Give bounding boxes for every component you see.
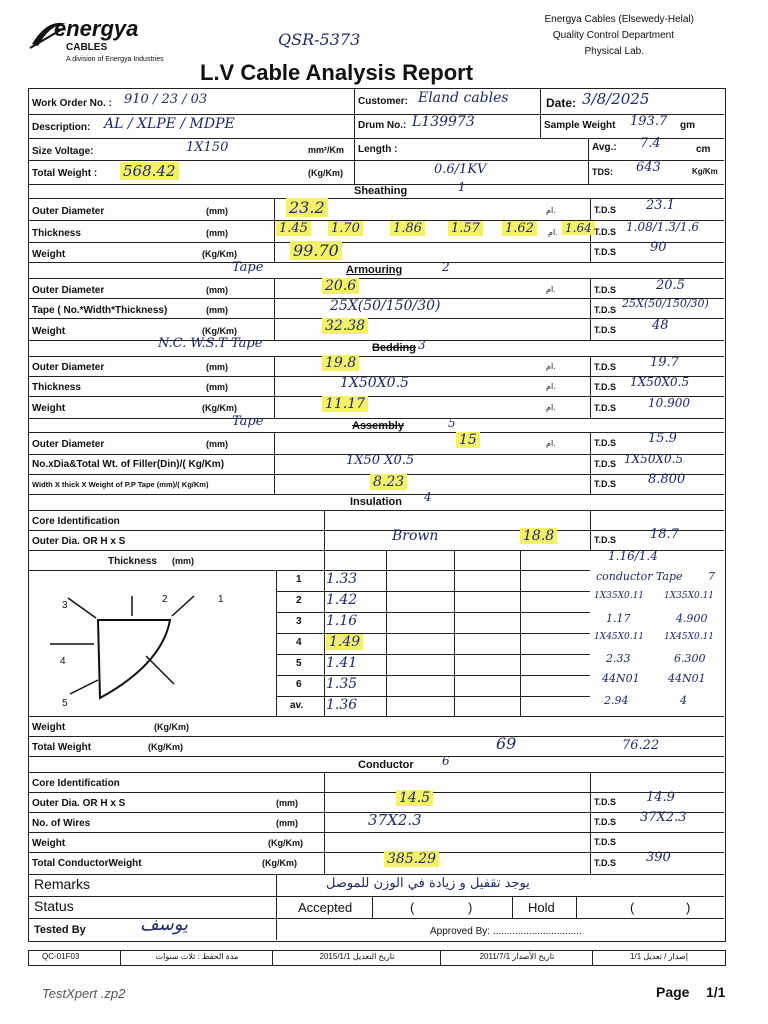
bedding-number: 3 — [418, 338, 426, 352]
sheath-wt-tds-value: 90 — [650, 240, 667, 255]
cond-total-label: Total ConductorWeight — [32, 858, 142, 869]
total-weight-value: 568.42 — [120, 162, 179, 180]
asm-pp-tds: T.D.S — [594, 479, 617, 489]
sheath-thk-v3: 1.86 — [390, 221, 425, 236]
side-note-13: 4 — [680, 694, 687, 707]
ins-thickness-point-value: 1.33 — [326, 571, 358, 587]
sheathing-number: 1 — [458, 180, 466, 194]
asm-filler-label: No.xDia&Total Wt. of Filler(Din)/( Kg/Km) — [32, 459, 225, 470]
asm-od-value: 15 — [456, 432, 480, 448]
sample-weight-label: Sample Weight — [544, 120, 616, 131]
sheath-wt-tds: T.D.S — [594, 247, 617, 257]
arm-tape-unit: (mm) — [206, 305, 228, 315]
sheath-od-label: Outer Diameter — [32, 206, 105, 217]
assembly-title: Assembly — [352, 420, 404, 432]
bed-wt-value: 11.17 — [322, 396, 368, 412]
tds-unit: Kg/Km — [692, 167, 718, 176]
asm-od-label: Outer Diameter — [32, 439, 105, 450]
conductor-number: 6 — [442, 754, 450, 768]
ins-outer-dia-color: Brown — [392, 528, 439, 544]
form-retention: مدة الحفظ : ثلاث سنوات — [155, 952, 239, 961]
sheath-thk-av: ام. — [548, 228, 558, 237]
asm-filler-value: 1X50 X0.5 — [346, 453, 415, 468]
side-note-0: 1.16/1.4 — [608, 549, 658, 563]
arm-od-label: Outer Diameter — [32, 285, 105, 296]
sheath-thk-tds-value: 1.08/1.3/1.6 — [626, 220, 699, 234]
ins-thickness-point-number: 2 — [296, 595, 302, 606]
description-label: Description: — [32, 122, 91, 133]
armouring-note: Tape — [232, 260, 264, 275]
bed-od-av: ام. — [546, 362, 556, 371]
tested-by-signature: يوسف — [140, 914, 189, 935]
ins-thickness-row-line — [276, 675, 590, 676]
side-note-number: 7 — [708, 570, 715, 583]
arm-tape-tds-value: 25X(50/150/30) — [622, 297, 709, 310]
drum-value: L139973 — [412, 114, 475, 130]
cond-od-tds-value: 14.9 — [646, 790, 675, 805]
ins-thickness-row-line — [276, 633, 590, 634]
asm-pp-value: 8.23 — [370, 474, 407, 490]
ins-total-weight-label: Total Weight — [32, 742, 92, 753]
cond-total-value: 385.29 — [384, 851, 439, 867]
total-weight-unit: (Kg/Km) — [308, 168, 343, 178]
sheath-wt-unit: (Kg/Km) — [202, 249, 237, 259]
sheath-thk-tds: T.D.S — [594, 227, 617, 237]
ins-thickness-row-line — [276, 570, 590, 571]
cond-wires-value: 37X2.3 — [368, 811, 422, 829]
diagram-label-5: 5 — [62, 698, 68, 709]
ins-thickness-point-number: av. — [290, 700, 304, 711]
dept-line-1: Energya Cables (Elsewedy-Helal) — [544, 14, 694, 25]
asm-od-tds-value: 15.9 — [648, 431, 677, 446]
ins-thickness-row-line — [276, 654, 590, 655]
cond-wires-unit: (mm) — [276, 818, 298, 828]
bed-od-value: 19.8 — [322, 355, 359, 371]
bed-thk-tds: T.D.S — [594, 382, 617, 392]
sheath-thk-v1: 1.45 — [276, 221, 311, 236]
hold-paren-close: ) — [686, 900, 691, 915]
ins-weight-unit: (Kg/Km) — [154, 722, 189, 732]
hold-label: Hold — [528, 900, 555, 915]
bed-wt-tds-value: 10.900 — [648, 396, 690, 410]
tds-label: TDS: — [592, 167, 613, 177]
date-value: 3/8/2025 — [582, 90, 650, 108]
bedding-note: N.C. W.S.T Tape — [158, 336, 263, 351]
form-revision-date: 2015/1/1 تاريخ التعديل — [319, 952, 395, 961]
bed-thk-tds-value: 1X50X0.5 — [630, 375, 690, 389]
conductor-title: Conductor — [358, 759, 414, 771]
arm-wt-tds: T.D.S — [594, 325, 617, 335]
avg-unit: cm — [696, 144, 711, 155]
handwritten-ref: QSR-5373 — [278, 30, 361, 49]
customer-label: Customer: — [358, 96, 409, 107]
work-order-label: Work Order No. : — [32, 98, 112, 109]
ins-thickness-row-line — [276, 612, 590, 613]
cond-total-tds-value: 390 — [646, 850, 671, 865]
sample-weight-unit: gm — [680, 120, 695, 131]
size-unit: mm²/Km — [308, 145, 345, 155]
form-code: QC-01F03 — [42, 952, 80, 961]
logo-tagline: A division of Energya Industries — [66, 56, 164, 63]
sheath-wt-value: 99.70 — [290, 241, 342, 260]
ins-thickness-point-value: 1.35 — [326, 676, 358, 692]
hold-paren-open: ( — [630, 900, 635, 915]
arm-od-tds: T.D.S — [594, 285, 617, 295]
ins-thickness-unit: (mm) — [172, 556, 194, 566]
ins-tds-value: 18.7 — [650, 527, 679, 542]
logo-name: energya — [54, 16, 139, 41]
customer-value: Eland cables — [418, 90, 509, 106]
description-value: AL / XLPE / MDPE — [104, 116, 235, 132]
side-note-1: conductor Tape — [596, 570, 683, 583]
sheath-thk-v2: 1.70 — [328, 221, 363, 236]
cond-wires-tds-value: 37X2.3 — [640, 810, 687, 825]
diagram-label-4: 4 — [60, 656, 66, 667]
bed-wt-unit: (Kg/Km) — [202, 403, 237, 413]
arm-tape-label: Tape ( No.*Width*Thickness) — [32, 305, 168, 316]
page-title: L.V Cable Analysis Report — [200, 60, 474, 85]
size-voltage-value: 1X150 — [186, 140, 229, 155]
arm-od-value: 20.6 — [322, 278, 359, 294]
armouring-title: Armouring — [346, 264, 403, 276]
sheath-thk-unit: (mm) — [206, 228, 228, 238]
sheathing-title: Sheathing — [354, 185, 408, 197]
avg-label: Avg.: — [592, 142, 617, 153]
remarks-label: Remarks — [34, 876, 91, 892]
cond-weight-tds: T.D.S — [594, 837, 617, 847]
form-issue-rev: 1/1 إصدار / تعديل — [630, 952, 688, 961]
ins-thickness-point-number: 4 — [296, 637, 302, 648]
bed-thk-av: ام. — [546, 382, 556, 391]
asm-filler-tds: T.D.S — [594, 459, 617, 469]
cond-core-id-label: Core Identification — [32, 778, 120, 789]
side-note-11: 44N01 — [668, 672, 706, 685]
side-note-8: 2.33 — [606, 652, 631, 665]
ins-thickness-point-number: 1 — [296, 574, 302, 585]
arm-od-unit: (mm) — [206, 285, 228, 295]
assembly-number: 5 — [448, 416, 456, 430]
sheath-od-tds-value: 23.1 — [646, 198, 675, 213]
dept-line-2: Quality Control Department — [552, 30, 674, 41]
arm-wt-unit: (Kg/Km) — [202, 326, 237, 336]
arm-od-av: ام. — [546, 285, 556, 294]
sheath-od-tds: T.D.S — [594, 205, 617, 215]
side-note-6: 1X45X0.11 — [594, 632, 645, 642]
bed-wt-av: ام. — [546, 403, 556, 412]
insulation-number: 4 — [424, 490, 432, 504]
arm-tape-value: 25X(50/150/30) — [330, 298, 441, 314]
ins-thickness-point-number: 6 — [296, 679, 302, 690]
arm-wt-value: 32.38 — [322, 318, 368, 334]
cond-od-label: Outer Dia. OR H x S — [32, 798, 126, 809]
status-label: Status — [34, 898, 74, 914]
ins-outer-dia-label: Outer Dia. OR H x S — [32, 536, 126, 547]
asm-pp-tds-value: 8.800 — [648, 472, 686, 487]
ins-total-weight-tds: 76.22 — [622, 738, 660, 753]
cond-od-tds: T.D.S — [594, 797, 617, 807]
side-note-12: 2.94 — [604, 694, 629, 707]
voltage-value: 0.6/1KV — [434, 162, 487, 177]
sample-weight-value: 193.7 — [630, 114, 668, 129]
remarks-value: يوجد تقفيل و زيادة في الوزن للموصل — [326, 876, 530, 891]
sheath-wt-label: Weight — [32, 249, 66, 260]
bed-od-label: Outer Diameter — [32, 362, 105, 373]
insulation-title: Insulation — [350, 496, 402, 508]
work-order-value: 910 / 23 / 03 — [124, 92, 208, 107]
ins-weight-label: Weight — [32, 722, 66, 733]
cond-weight-label: Weight — [32, 838, 66, 849]
asm-od-av: ام. — [546, 439, 556, 448]
ins-total-weight-value: 69 — [496, 734, 517, 753]
arm-tape-tds: T.D.S — [594, 305, 617, 315]
cond-od-value: 14.5 — [396, 790, 433, 806]
ins-total-weight-unit: (Kg/Km) — [148, 742, 183, 752]
bed-thk-unit: (mm) — [206, 382, 228, 392]
bed-od-tds: T.D.S — [594, 362, 617, 372]
ins-thickness-point-value: 1.16 — [326, 613, 358, 629]
ins-core-id-label: Core Identification — [32, 516, 120, 527]
sheath-thk-v5: 1.62 — [502, 221, 537, 236]
tested-by-label: Tested By — [34, 924, 86, 936]
date-label: Date: — [546, 96, 577, 110]
asm-pp-label: Width X thick X Weight of P.P Tape (mm)/( Kg/Km) — [32, 480, 209, 489]
sheath-od-value: 23.2 — [286, 198, 328, 217]
total-weight-label: Total Weight : — [32, 168, 98, 179]
tds-value: 643 — [636, 160, 661, 175]
side-note-10: 44N01 — [602, 672, 640, 685]
bed-thk-value: 1X50X0.5 — [340, 375, 409, 391]
ins-thickness-point-value: 1.49 — [326, 634, 363, 650]
arm-wt-tds-value: 48 — [652, 318, 669, 333]
ins-thickness-label: Thickness — [108, 556, 157, 567]
size-voltage-label: Size Voltage: — [32, 146, 94, 157]
department-block — [480, 12, 730, 60]
diagram-label-3: 3 — [62, 600, 68, 611]
logo-cables: CABLES — [66, 42, 108, 53]
cond-od-unit: (mm) — [276, 798, 298, 808]
accepted-label: Accepted — [298, 900, 353, 915]
arm-od-tds-value: 20.5 — [656, 278, 685, 293]
form-issue-date: 2011/7/1 تاريخ الأصدار — [479, 952, 555, 961]
company-logo — [28, 12, 188, 68]
ins-thickness-row-line — [276, 696, 590, 697]
arm-wt-label: Weight — [32, 326, 66, 337]
sheath-od-unit: (mm) — [206, 206, 228, 216]
sheath-thk-av-value: 1.64 — [562, 221, 595, 235]
asm-filler-tds-value: 1X50X0.5 — [624, 452, 684, 466]
side-note-4: 1.17 — [606, 612, 631, 625]
cond-total-unit: (Kg/Km) — [262, 858, 297, 868]
side-note-7: 1X45X0.11 — [664, 632, 715, 642]
bed-od-tds-value: 19.7 — [650, 355, 679, 370]
length-label: Length : — [358, 144, 398, 155]
page-label: Page — [656, 984, 690, 1000]
cond-wires-tds: T.D.S — [594, 817, 617, 827]
approved-by-label: Approved By: ................................ — [430, 926, 582, 937]
accepted-paren-open: ( — [410, 900, 415, 915]
bed-od-unit: (mm) — [206, 362, 228, 372]
insulation-cross-section-diagram — [40, 584, 240, 714]
cond-wires-label: No. of Wires — [32, 818, 91, 829]
ins-outer-dia-value: 18.8 — [520, 528, 557, 544]
ins-tds: T.D.S — [594, 535, 617, 545]
bedding-title: Bedding — [372, 342, 416, 354]
ins-thickness-point-number: 3 — [296, 616, 302, 627]
cond-weight-unit: (Kg/Km) — [268, 838, 303, 848]
bed-thk-label: Thickness — [32, 382, 81, 393]
bed-wt-tds: T.D.S — [594, 403, 617, 413]
drum-label: Drum No.: — [358, 120, 407, 131]
side-note-2: 1X35X0.11 — [594, 591, 645, 601]
asm-od-tds: T.D.S — [594, 438, 617, 448]
accepted-paren-close: ) — [468, 900, 473, 915]
dept-line-3: Physical Lab. — [584, 46, 644, 57]
side-note-5: 4.900 — [676, 612, 708, 625]
side-note-3: 1X35X0.11 — [664, 591, 715, 601]
ins-thickness-point-value: 1.41 — [326, 655, 358, 671]
sheath-thk-label: Thickness — [32, 228, 81, 239]
page-number: 1/1 — [706, 984, 726, 1000]
sheath-od-av: ام. — [546, 206, 556, 215]
ins-thickness-row-line — [276, 591, 590, 592]
bed-wt-label: Weight — [32, 403, 66, 414]
assembly-note: Tape — [232, 414, 264, 429]
ins-thickness-point-number: 5 — [296, 658, 302, 669]
ins-thickness-point-value: 1.36 — [326, 697, 358, 713]
diagram-label-2: 2 — [162, 594, 168, 605]
ins-thickness-point-value: 1.42 — [326, 592, 358, 608]
sheath-thk-v4: 1.57 — [448, 221, 483, 236]
app-name: TestXpert .zp2 — [42, 986, 126, 1001]
cond-total-tds: T.D.S — [594, 858, 617, 868]
avg-value: 7.4 — [640, 136, 661, 151]
asm-od-unit: (mm) — [206, 439, 228, 449]
diagram-label-1: 1 — [218, 594, 224, 605]
side-note-9: 6.300 — [674, 652, 706, 665]
armouring-number: 2 — [442, 260, 450, 274]
